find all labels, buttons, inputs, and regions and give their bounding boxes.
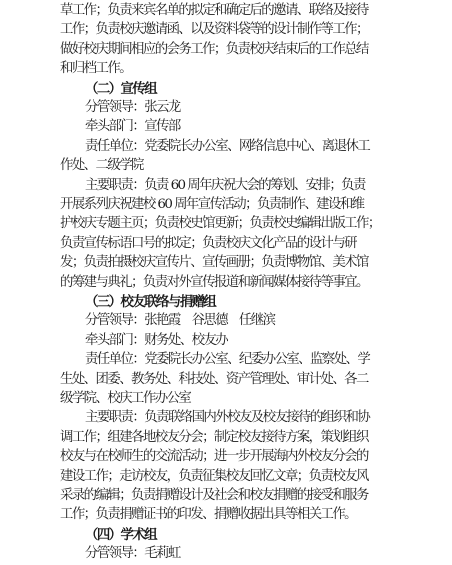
text-line: 工作；负责校庆邀请函、以及资料袋等的设计制作等工作； [60,22,368,38]
text-line: 做好校庆期间相应的会务工作；负责校庆结束后的工作总结 [60,41,368,57]
text-line: 牵头部门：财务处、校友办 [85,332,228,348]
text-line: 级学院、校庆工作办公室 [60,391,191,406]
text-line: 工作；负责捐赠证书的印发、捐赠收据出具等相关工作。 [60,507,357,523]
text-line: 生处、团委、教务处、科技处、资产管理处、审计处、各二 [60,371,368,387]
text-line: 分管领导：毛莉虹 [85,546,180,562]
section-heading: （二）宣传组 [85,80,157,97]
text-line: 主要职责：负责 60 周年庆祝大会的筹划、安排；负责 [85,177,365,193]
text-line: 开展系列庆祝建校 60 周年宣传活动；负责制作、建设和维 [60,197,364,212]
text-line: 护校庆专题主页；负责校史馆更新；负责校史编辑出版工作； [60,216,380,232]
text-line: 建设工作；走访校友，负责征集校友回忆文章；负责校友风 [60,468,368,484]
text-line: 主要职责：负责联络国内外校友及校友接待的组织和协 [85,410,370,426]
section-heading: （三）校友联络与捐赠组 [85,294,216,310]
text-line: 负责宣传标语口号的拟定；负责校庆文化产品的设计与研 [60,235,357,251]
text-line: 责任单位：党委院长办公室、网络信息中心、离退休工 [85,138,370,154]
text-line: 发；负责拍摄校庆宣传片、宣传画册；负责博物馆、美术馆 [60,255,368,271]
text-line: 分管领导：张云龙 [85,100,180,115]
text-line: 调工作；组建各地校友分会；制定校友接待方案，策划组织 [60,429,368,445]
text-line: 草工作；负责来宾名单的拟定和确定后的邀请、联络及接待 [60,3,368,18]
text-line: 牵头部门：宣传部 [85,119,180,135]
section-heading: （四）学术组 [85,526,157,543]
text-line: 责任单位：党委院长办公室、纪委办公室、监察处、学 [85,352,370,368]
text-line: 的筹建与典礼；负责对外宣传报道和新闻媒体接待等事宜。 [60,274,368,290]
text-line: 校友与在校师生的交流活动；进一步开展海内外校友分会的 [60,449,368,465]
text-line: 采录的编辑；负责捐赠设计及社会和校友捐赠的接受和服务 [60,488,368,503]
text-line: 作处、二级学院 [60,158,143,174]
text-line: 和归档工作。 [60,61,132,77]
text-line: 分管领导：张艳霞 谷思德 任继滨 [85,313,275,329]
